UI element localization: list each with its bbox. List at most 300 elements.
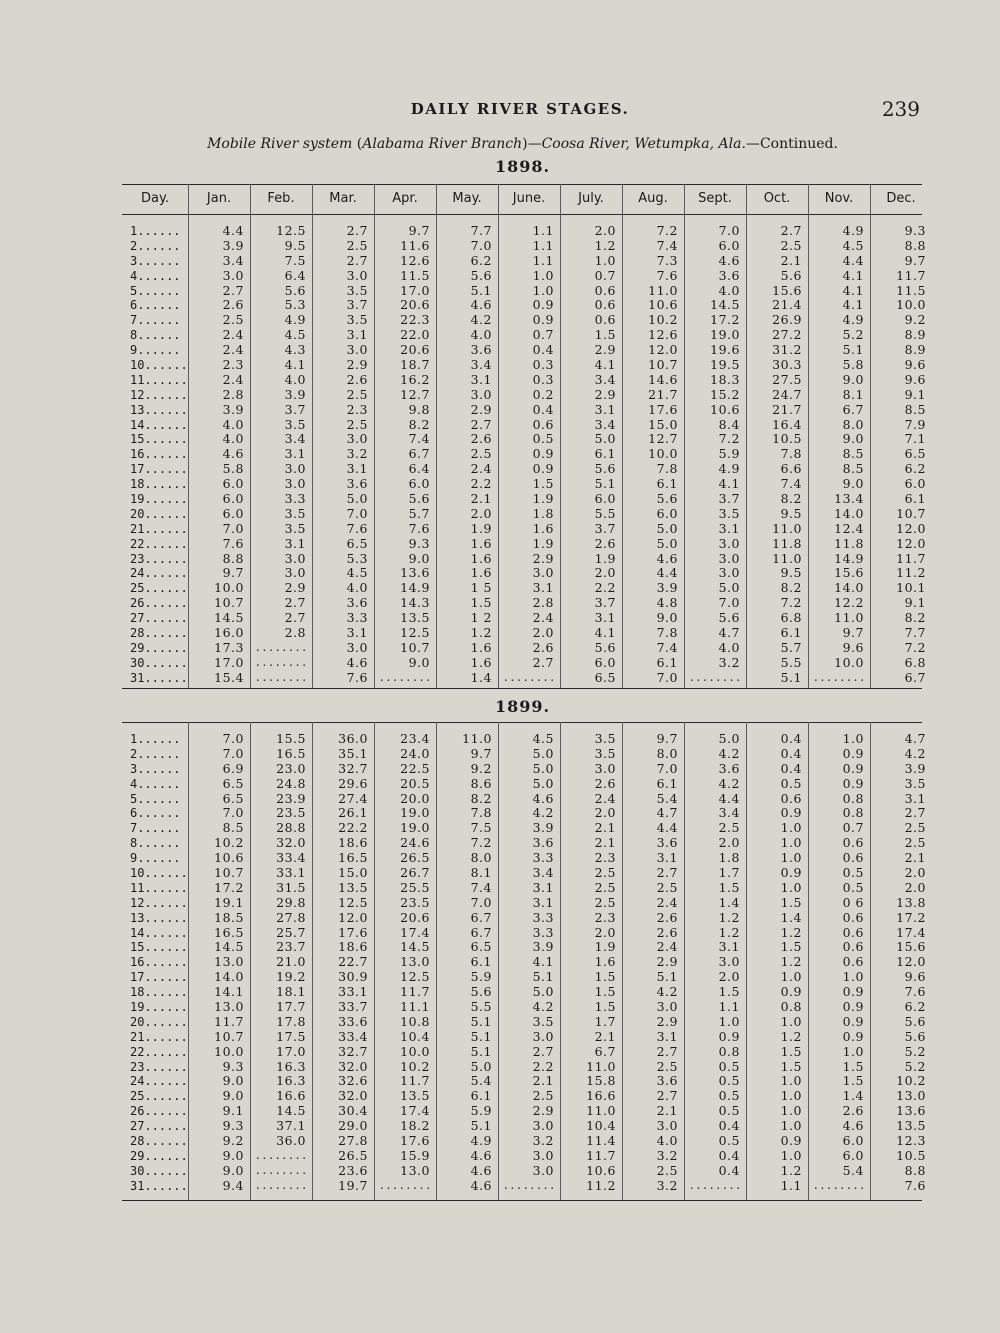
stage-value-aug: 10.0 [648, 446, 678, 462]
stage-value-jan: 8.5 [222, 820, 244, 836]
day-label: 10 [130, 866, 145, 881]
day-label: 19 [130, 492, 145, 507]
table-row [122, 1073, 926, 1089]
day-label: 13 [130, 910, 145, 925]
day-label: 9 [130, 851, 138, 866]
table-row [122, 327, 926, 343]
day-label: 3 [130, 253, 138, 268]
stage-value-may: 11.0 [462, 731, 492, 746]
day-label: 28 [130, 626, 145, 641]
stage-value-apr: 14.5 [400, 939, 430, 955]
stage-value-jul: 5.1 [594, 476, 616, 492]
stage-value-apr: 5.7 [408, 505, 430, 521]
table-row [122, 312, 926, 328]
stage-value-feb: 3.5 [284, 520, 306, 536]
day-label: 17 [130, 970, 145, 985]
column-divider [560, 184, 561, 688]
stage-value-mar: 2.5 [346, 237, 368, 253]
stage-value-nov: 6.0 [842, 1133, 864, 1149]
day-leader-dots: ...... [137, 791, 181, 806]
page-header-title: DAILY RIVER STAGES. [410, 100, 630, 118]
stage-value-jan: 6.0 [222, 491, 244, 507]
stage-value-jan: 2.6 [222, 297, 244, 313]
day-leader-dots: ...... [144, 670, 188, 685]
stage-value-feb: 7.5 [284, 252, 306, 268]
stage-value-dec: 8.9 [904, 342, 926, 358]
stage-value-sep: 5.0 [718, 580, 740, 596]
stage-value-jul: 2.1 [594, 835, 616, 851]
stage-value-dec: 10.7 [896, 505, 926, 521]
stage-value-nov: 1.0 [842, 1043, 864, 1059]
stage-value-apr: 10.7 [400, 639, 430, 655]
stage-value-aug: 10.7 [648, 357, 678, 373]
table-row [122, 535, 926, 552]
stage-value-feb: 4.5 [284, 327, 306, 343]
stage-value-jul: 15.8 [586, 1073, 616, 1089]
stage-value-mar: 3.7 [346, 297, 368, 313]
stage-value-apr: 22.0 [400, 327, 430, 343]
stage-value-feb: 3.0 [284, 550, 306, 566]
stage-value-jul: 6.0 [594, 654, 616, 670]
day-label: 29 [130, 1148, 145, 1163]
day-label: 8 [130, 836, 138, 851]
stage-value-sep: 5.9 [718, 446, 740, 462]
stage-value-jun: 3.1 [532, 894, 554, 910]
stage-value-jan: 10.7 [214, 1028, 244, 1044]
stage-value-may: 1 5 [470, 580, 492, 596]
day-label: 21 [130, 1029, 145, 1044]
stage-value-oct: 11.8 [772, 535, 802, 551]
stage-value-jun: 0.2 [532, 386, 554, 402]
stage-value-aug: 5.4 [656, 790, 678, 806]
stage-value-may: 6.7 [470, 924, 492, 940]
empty-cell: ........ [254, 1148, 308, 1162]
stage-value-jan: 6.0 [222, 476, 244, 492]
stage-value-jan: 10.6 [214, 850, 244, 866]
day-label: 1 [130, 224, 138, 238]
stage-value-jul: 3.4 [594, 371, 616, 387]
stage-value-jan: 10.0 [214, 1043, 244, 1059]
day-leader-dots: ...... [144, 1119, 188, 1134]
stage-value-feb: 5.3 [284, 297, 306, 313]
stage-value-jun: 0.7 [532, 327, 554, 343]
day-leader-dots: ...... [144, 910, 188, 925]
stage-value-mar: 15.0 [338, 865, 368, 881]
stage-value-oct: 1.5 [780, 1043, 802, 1059]
column-divider [188, 722, 189, 1200]
stage-value-jan: 7.0 [222, 745, 244, 761]
stage-value-apr: 17.4 [400, 924, 430, 940]
stage-value-jun: 5.0 [532, 760, 554, 776]
stage-value-jun: 5.0 [532, 984, 554, 1000]
stage-value-may: 4.0 [470, 327, 492, 343]
empty-cell: ........ [688, 1178, 742, 1192]
stage-value-aug: 2.6 [656, 924, 678, 940]
stage-value-jun: 4.6 [532, 790, 554, 806]
stage-value-nov: 0.5 [842, 879, 864, 895]
stage-value-jul: 11.0 [586, 1103, 616, 1119]
stage-value-dec: 7.9 [904, 416, 926, 432]
stage-value-dec: 11.7 [896, 267, 926, 283]
stage-value-feb: 33.1 [276, 865, 306, 881]
stage-value-jun: 4.2 [532, 805, 554, 821]
stage-value-may: 1.6 [470, 639, 492, 655]
stage-value-jun: 2.6 [532, 639, 554, 655]
stage-value-sep: 2.0 [718, 835, 740, 851]
table-row [122, 894, 926, 911]
stage-value-oct: 1.2 [780, 1162, 802, 1178]
stage-value-jan: 16.5 [214, 924, 244, 940]
stage-value-oct: 16.4 [772, 416, 802, 432]
stage-value-nov: 0.8 [842, 790, 864, 806]
stage-value-mar: 22.7 [338, 954, 368, 970]
stage-value-jun: 2.1 [532, 1073, 554, 1089]
stage-value-jul: 5.6 [594, 461, 616, 477]
stage-value-mar: 18.6 [338, 939, 368, 955]
stage-value-apr: 25.5 [400, 879, 430, 895]
stage-value-aug: 9.7 [656, 731, 678, 746]
stage-value-oct: 1.2 [780, 954, 802, 970]
stage-value-feb: 2.7 [284, 595, 306, 611]
stage-value-nov: 0.6 [842, 939, 864, 955]
stage-value-nov: 12.2 [834, 595, 864, 611]
stage-value-oct: 5.7 [780, 639, 802, 655]
column-header-6: June. [512, 191, 546, 206]
stage-value-feb: 27.8 [276, 909, 306, 925]
stage-value-oct: 8.2 [780, 491, 802, 507]
table-row [122, 1147, 926, 1164]
stage-value-feb: 21.0 [276, 954, 306, 970]
stage-value-mar: 36.0 [338, 731, 368, 746]
stage-value-jan: 18.5 [214, 909, 244, 925]
stage-value-mar: 2.7 [346, 252, 368, 268]
day-label: 14 [130, 417, 145, 432]
stage-value-aug: 2.4 [656, 939, 678, 955]
stage-value-jul: 6.1 [594, 446, 616, 462]
stage-value-feb: 25.7 [276, 924, 306, 940]
stage-value-nov: 1.4 [842, 1088, 864, 1104]
day-leader-dots: ...... [137, 268, 181, 283]
day-label: 31 [130, 670, 145, 685]
stage-value-jun: 0.9 [532, 297, 554, 313]
table-row [122, 835, 926, 851]
caption-branch: Alabama River Branch [362, 136, 523, 152]
stage-value-mar: 3.0 [346, 267, 368, 283]
day-label: 11 [130, 880, 145, 895]
day-leader-dots: ...... [144, 521, 188, 536]
stage-value-jan: 3.0 [222, 267, 244, 283]
stage-value-jun: 4.1 [532, 954, 554, 970]
stage-value-sep: 4.2 [718, 745, 740, 761]
day-label: 30 [130, 655, 145, 670]
stage-value-jun: 1.0 [532, 267, 554, 283]
stage-value-nov: 1.0 [842, 731, 864, 746]
stage-value-jan: 6.9 [222, 760, 244, 776]
stage-value-jan: 9.3 [222, 1118, 244, 1134]
stage-value-may: 6.2 [470, 252, 492, 268]
stage-value-mar: 30.9 [338, 969, 368, 985]
stage-value-nov: 4.6 [842, 1118, 864, 1134]
day-label: 1 [130, 732, 138, 746]
table-row [122, 805, 926, 821]
caption-paren-close: )— [522, 136, 542, 152]
table-row [122, 850, 926, 866]
stage-value-nov: 15.6 [834, 565, 864, 581]
day-label: 24 [130, 1074, 145, 1089]
stage-value-apr: 6.4 [408, 461, 430, 477]
stage-value-jul: 6.0 [594, 491, 616, 507]
stage-value-nov: 4.1 [842, 267, 864, 283]
stage-value-sep: 7.2 [718, 431, 740, 447]
day-leader-dots: ...... [144, 626, 188, 641]
stage-value-aug: 2.4 [656, 894, 678, 910]
stage-value-oct: 10.5 [772, 431, 802, 447]
stage-table-1899 [122, 731, 926, 1194]
day-leader-dots: ...... [144, 387, 188, 402]
stage-value-jul: 1.6 [594, 954, 616, 970]
stage-value-may: 2.0 [470, 505, 492, 521]
stage-value-apr: 7.4 [408, 431, 430, 447]
stage-value-apr: 6.0 [408, 476, 430, 492]
stage-value-mar: 32.7 [338, 760, 368, 776]
stage-value-nov: 0.6 [842, 909, 864, 925]
stage-value-dec: 8.5 [904, 401, 926, 417]
stage-value-dec: 4.7 [904, 731, 926, 746]
stage-value-sep: 19.0 [710, 327, 740, 343]
stage-value-jan: 17.0 [214, 654, 244, 670]
stage-value-may: 4.6 [470, 1177, 492, 1193]
stage-value-oct: 5.1 [780, 669, 802, 685]
stage-value-aug: 5.6 [656, 491, 678, 507]
stage-value-mar: 27.4 [338, 790, 368, 806]
stage-value-mar: 7.6 [346, 669, 368, 685]
stage-value-nov: 11.0 [834, 610, 864, 626]
stage-value-oct: 6.8 [780, 610, 802, 626]
stage-value-oct: 0.4 [780, 760, 802, 776]
day-leader-dots: ...... [144, 1059, 188, 1074]
stage-value-dec: 7.7 [904, 625, 926, 641]
stage-value-sep: 0.5 [718, 1103, 740, 1119]
stage-value-jan: 7.0 [222, 805, 244, 821]
stage-value-sep: 3.4 [718, 805, 740, 821]
stage-value-jun: 1.8 [532, 505, 554, 521]
stage-value-aug: 17.6 [648, 401, 678, 417]
table-row [122, 820, 926, 836]
stage-value-nov: 0.9 [842, 775, 864, 791]
empty-cell: ........ [254, 670, 308, 684]
stage-value-apr: 14.9 [400, 580, 430, 596]
stage-value-aug: 3.1 [656, 1028, 678, 1044]
stage-value-jun: 3.5 [532, 1013, 554, 1029]
stage-value-sep: 6.0 [718, 237, 740, 253]
stage-value-apr: 20.0 [400, 790, 430, 806]
stage-value-aug: 4.0 [656, 1133, 678, 1149]
day-label: 26 [130, 596, 145, 611]
day-label: 28 [130, 1134, 145, 1149]
table-row [122, 984, 926, 1000]
stage-value-feb: 28.8 [276, 820, 306, 836]
table-row [122, 939, 926, 955]
day-leader-dots: ...... [144, 551, 188, 566]
stage-value-dec: 13.5 [896, 1118, 926, 1134]
day-leader-dots: ...... [137, 761, 181, 776]
stage-value-jun: 3.9 [532, 820, 554, 836]
stage-value-apr: 20.6 [400, 297, 430, 313]
table-row [122, 1028, 926, 1045]
stage-value-jul: 2.1 [594, 820, 616, 836]
stage-value-nov: 2.6 [842, 1103, 864, 1119]
stage-value-may: 9.7 [470, 745, 492, 761]
day-label: 15 [130, 940, 145, 955]
stage-value-aug: 3.2 [656, 1177, 678, 1193]
table-row [122, 267, 926, 284]
stage-value-feb: 23.9 [276, 790, 306, 806]
stage-value-oct: 1.0 [780, 1103, 802, 1119]
stage-value-may: 8.1 [470, 865, 492, 881]
stage-value-may: 2.9 [470, 401, 492, 417]
column-header-12: Dec. [886, 191, 916, 206]
stage-value-jan: 2.4 [222, 342, 244, 358]
stage-value-apr: 11.1 [400, 999, 430, 1015]
stage-value-may: 4.6 [470, 1147, 492, 1163]
stage-value-aug: 15.0 [648, 416, 678, 432]
stage-value-sep: 3.0 [718, 565, 740, 581]
day-label: 15 [130, 432, 145, 447]
column-divider [746, 184, 747, 688]
stage-value-mar: 22.2 [338, 820, 368, 836]
stage-value-sep: 17.2 [710, 312, 740, 328]
stage-value-aug: 7.8 [656, 461, 678, 477]
stage-value-sep: 4.4 [718, 790, 740, 806]
table-row [122, 461, 926, 477]
stage-value-may: 3.1 [470, 371, 492, 387]
stage-value-jul: 4.1 [594, 357, 616, 373]
stage-value-jan: 14.1 [214, 984, 244, 1000]
table-row [122, 610, 926, 626]
stage-value-jul: 11.7 [586, 1147, 616, 1163]
stage-value-may: 2.4 [470, 461, 492, 477]
stage-value-sep: 3.1 [718, 520, 740, 536]
stage-value-jun: 3.3 [532, 909, 554, 925]
day-leader-dots: ...... [144, 1089, 188, 1104]
stage-value-jan: 9.0 [222, 1088, 244, 1104]
day-label: 4 [130, 776, 138, 791]
stage-value-dec: 2.0 [904, 865, 926, 881]
stage-value-jan: 6.0 [222, 505, 244, 521]
stage-value-oct: 1.0 [780, 1088, 802, 1104]
year-heading-1898: 1898. [494, 157, 551, 176]
day-leader-dots: ...... [144, 1000, 188, 1015]
stage-value-oct: 0.5 [780, 775, 802, 791]
stage-value-dec: 11.7 [896, 550, 926, 566]
stage-value-apr: 26.5 [400, 850, 430, 866]
stage-value-feb: 16.6 [276, 1088, 306, 1104]
stage-value-oct: 27.2 [772, 327, 802, 343]
stage-value-may: 4.6 [470, 1162, 492, 1178]
table-row [122, 386, 926, 403]
stage-value-jul: 3.5 [594, 731, 616, 746]
empty-cell: ........ [378, 670, 432, 684]
stage-value-mar: 32.7 [338, 1043, 368, 1059]
stage-value-aug: 9.0 [656, 610, 678, 626]
stage-value-jul: 5.5 [594, 505, 616, 521]
day-leader-dots: ...... [137, 836, 181, 851]
stage-value-mar: 2.9 [346, 357, 368, 373]
table-row [122, 357, 926, 373]
column-header-9: Sept. [698, 191, 732, 206]
stage-value-aug: 3.9 [656, 580, 678, 596]
stage-value-may: 4.6 [470, 297, 492, 313]
stage-value-nov: 8.5 [842, 461, 864, 477]
stage-value-jan: 4.0 [222, 416, 244, 432]
stage-value-jun: 2.2 [532, 1058, 554, 1074]
stage-value-mar: 32.6 [338, 1073, 368, 1089]
stage-value-jun: 2.7 [532, 654, 554, 670]
table-row [122, 790, 926, 807]
stage-value-nov: 14.0 [834, 505, 864, 521]
day-label: 12 [130, 387, 145, 402]
stage-value-jun: 0.5 [532, 431, 554, 447]
empty-cell: ........ [812, 670, 866, 684]
stage-value-aug: 7.2 [656, 223, 678, 238]
stage-value-dec: 7.6 [904, 1177, 926, 1193]
stage-value-aug: 2.7 [656, 865, 678, 881]
table-1899-top-rule [122, 722, 922, 723]
stage-value-aug: 12.7 [648, 431, 678, 447]
stage-value-jan: 4.4 [222, 223, 244, 238]
day-leader-dots: ...... [137, 328, 181, 343]
stage-value-jul: 11.0 [586, 1058, 616, 1074]
stage-value-dec: 3.1 [904, 790, 926, 806]
column-divider [312, 184, 313, 688]
stage-value-dec: 5.6 [904, 1013, 926, 1029]
day-leader-dots: ...... [144, 372, 188, 387]
stage-value-aug: 10.2 [648, 312, 678, 328]
stage-value-apr: 22.3 [400, 312, 430, 328]
stage-value-may: 5.1 [470, 1118, 492, 1134]
stage-value-jun: 0.6 [532, 416, 554, 432]
table-row [122, 1177, 926, 1194]
stage-value-jun: 1.6 [532, 520, 554, 536]
day-leader-dots: ...... [137, 732, 181, 746]
stage-value-feb: 2.9 [284, 580, 306, 596]
day-label: 23 [130, 551, 145, 566]
stage-value-feb: 17.5 [276, 1028, 306, 1044]
stage-value-dec: 12.0 [896, 954, 926, 970]
stage-value-dec: 8.8 [904, 237, 926, 253]
stage-value-mar: 4.0 [346, 580, 368, 596]
stage-value-oct: 1.0 [780, 820, 802, 836]
stage-value-oct: 2.7 [780, 223, 802, 238]
stage-value-sep: 0.9 [718, 1028, 740, 1044]
stage-value-may: 3.0 [470, 386, 492, 402]
column-divider [808, 184, 809, 688]
stage-value-sep: 1.2 [718, 924, 740, 940]
caption-system: Mobile River system [207, 136, 353, 152]
stage-value-apr: 13.0 [400, 954, 430, 970]
stage-value-nov: 0.9 [842, 760, 864, 776]
stage-value-apr: 10.4 [400, 1028, 430, 1044]
stage-value-jun: 3.3 [532, 850, 554, 866]
stage-value-dec: 9.6 [904, 371, 926, 387]
stage-value-mar: 17.6 [338, 924, 368, 940]
stage-value-nov: 0.6 [842, 850, 864, 866]
caption-paren-open: ( [352, 136, 363, 152]
stage-value-nov: 1.5 [842, 1073, 864, 1089]
column-divider [560, 722, 561, 1200]
stage-value-nov: 9.0 [842, 431, 864, 447]
table-row [122, 431, 926, 447]
